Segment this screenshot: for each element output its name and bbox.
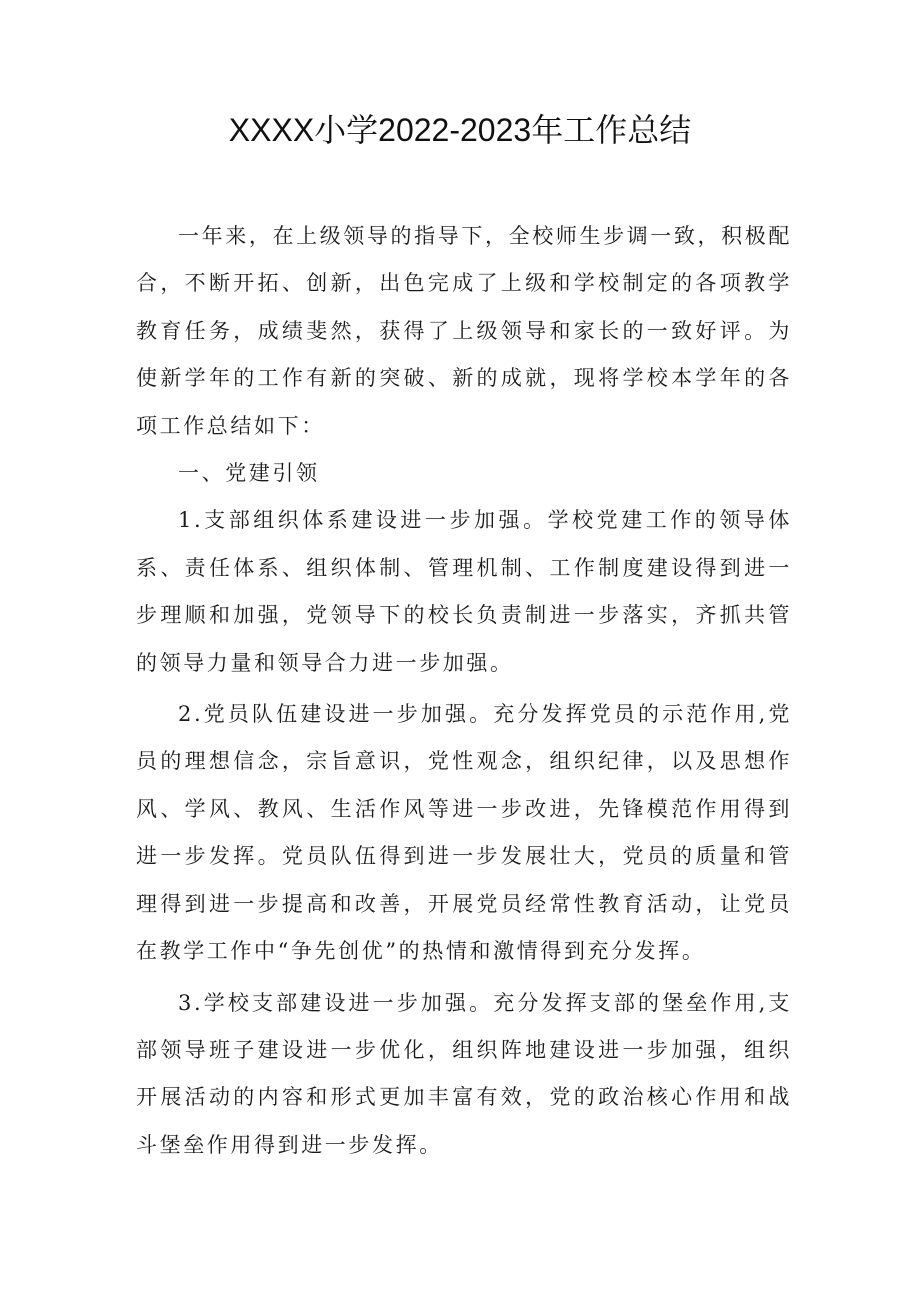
intro-paragraph: 一年来，在上级领导的指导下，全校师生步调一致，积极配合，不断开拓、创新，出色完成了上级和学校制定的各项教学教育任务，成绩斐然，获得了上级领导和家长的一致好评。为使新学年的工作有新的突破、新的成就，现将学校本学年的各项工作总结如下： (136, 224, 792, 438)
paragraph-item-1: 1.支部组织体系建设进一步加强。学校党建工作的领导体系、责任体系、组织体制、管理机制、工作制度建设得到进一步理顺和加强，党领导下的校长负责制进一步落实，齐抓共管的领导力量和领导合力进一步加强。 (136, 508, 792, 675)
document-body (136, 213, 792, 1169)
section-heading-party-building: 一、党建引领 (178, 461, 320, 486)
paragraph-item-3: 3.学校支部建设进一步加强。充分发挥支部的堡垒作用,支部领导班子建设进一步优化，组织阵地建设进一步加强，组织开展活动的内容和形式更加丰富有效，党的政治核心作用和战斗堡垒作用得到进一步发挥。 (136, 990, 792, 1157)
document-title: XXXX小学2022-2023年工作总结 (228, 112, 692, 148)
paragraph-item-2: 2.党员队伍建设进一步加强。充分发挥党员的示范作用,党员的理想信念，宗旨意识，党性观念，组织纪律，以及思想作风、学风、教风、生活作风等进一步改进，先锋模范作用得到进一步发挥。党员队伍得到进一步发展壮大，党员的质量和管理得到进一步提高和改善，开展党员经常性教育活动，让党员在教学工作中“争先创优”的热情和激情得到充分发挥。 (136, 702, 792, 964)
